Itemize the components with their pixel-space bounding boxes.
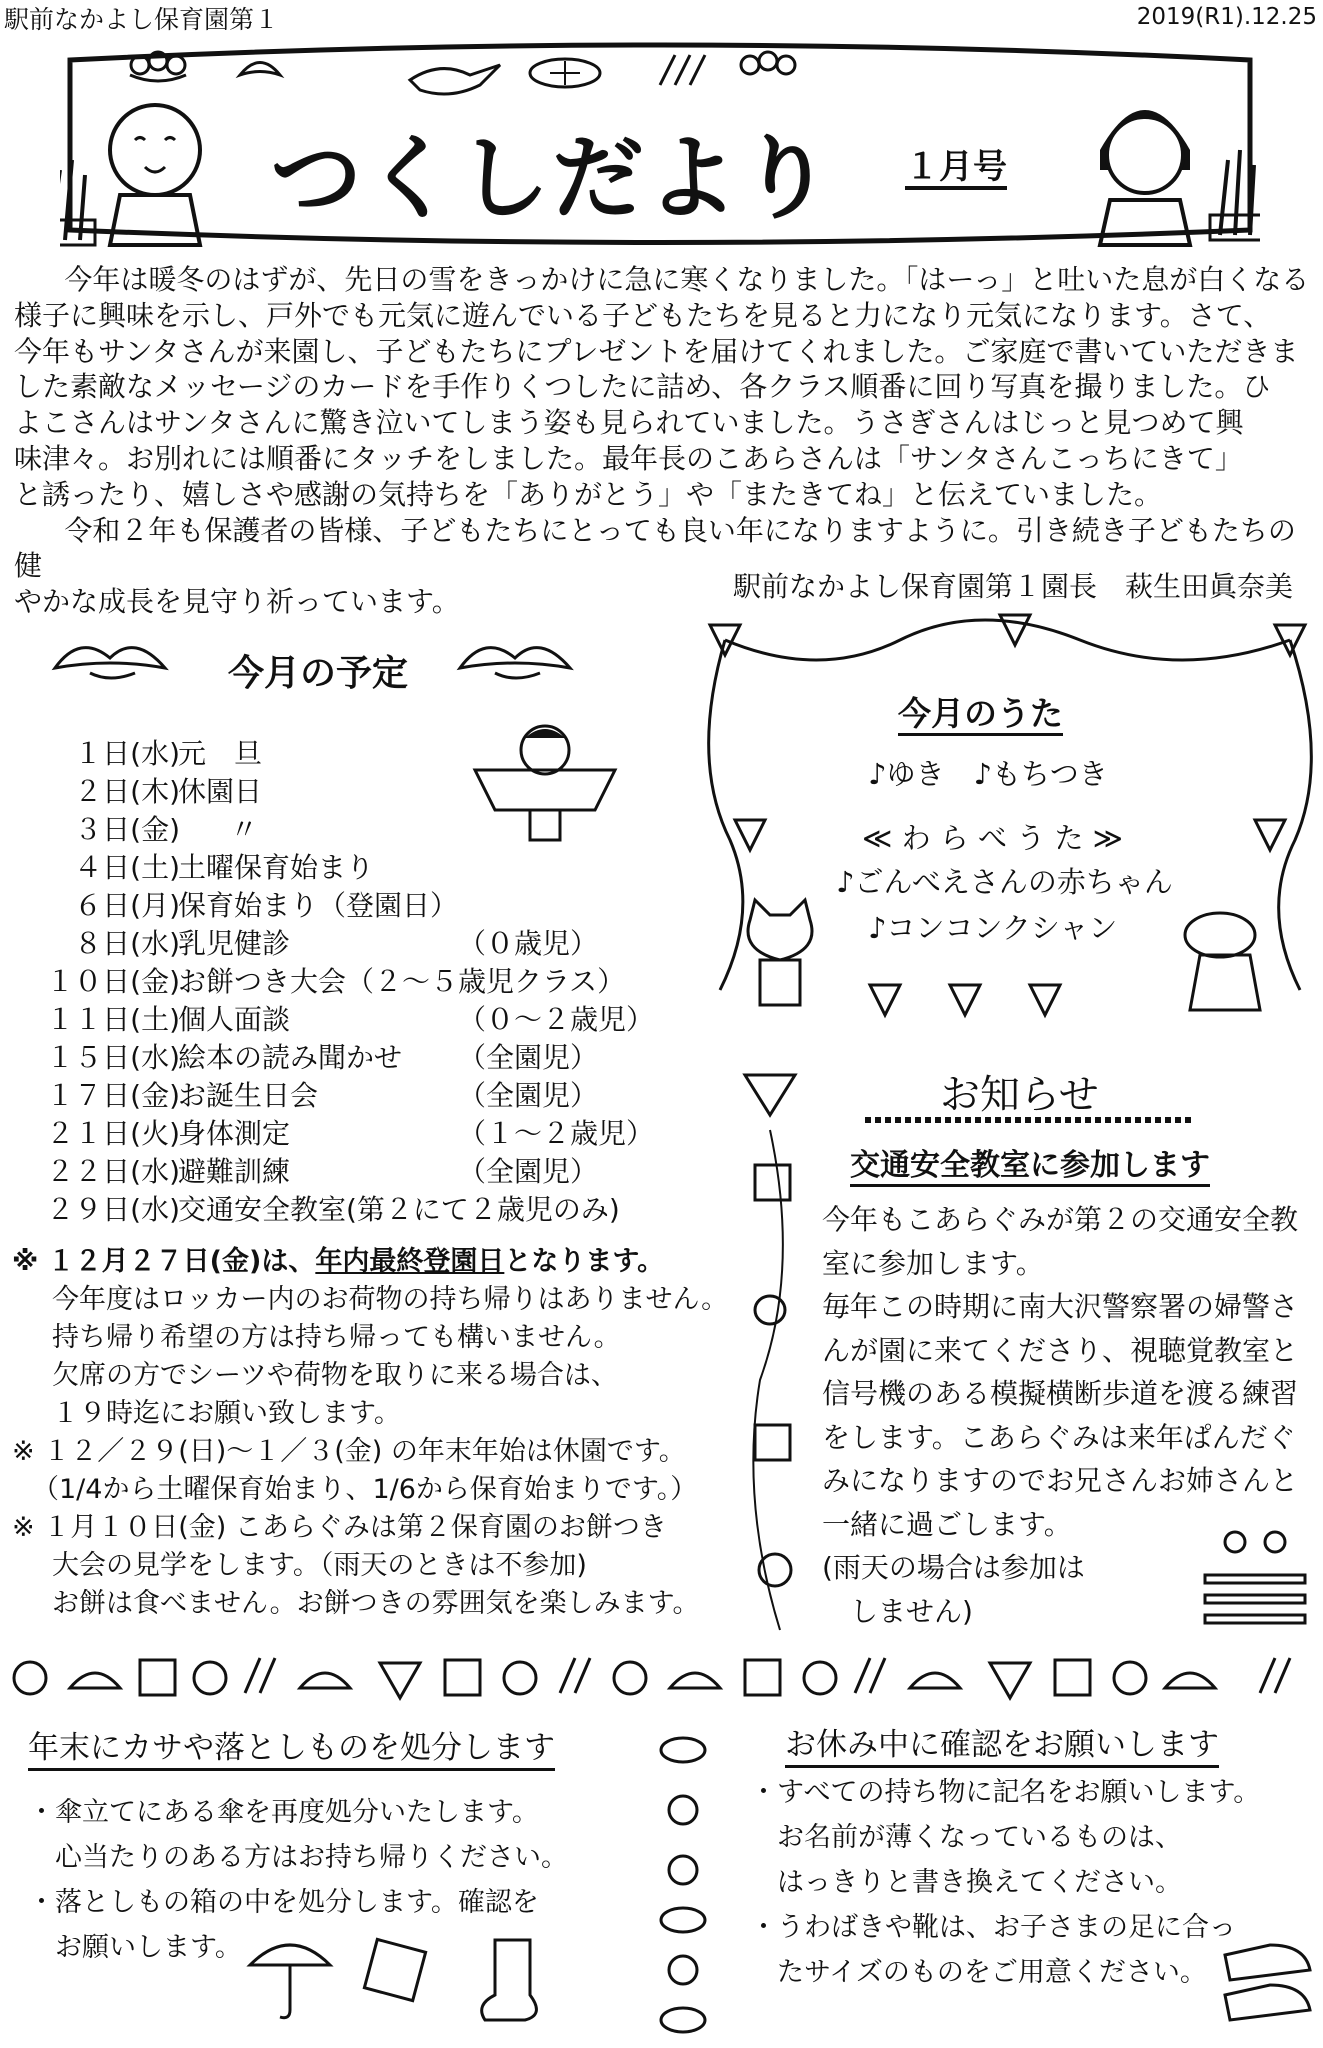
notice-line: (雨天の場合は参加は bbox=[822, 1551, 1085, 1584]
notice-1-highlight: 年内最終登園日 bbox=[315, 1246, 505, 1277]
schedule-event: 身体測定 bbox=[178, 1117, 291, 1150]
schedule-event: お餅つき大会（２～５歳児クラス） bbox=[178, 965, 626, 998]
principal-signature: 駅前なかよし保育園第１園長 萩生田眞奈美 bbox=[732, 570, 1293, 603]
spinning-top-icon bbox=[735, 820, 765, 850]
notice-1-line: １９時迄にお願い致します。 bbox=[52, 1398, 401, 1429]
intro-line: した素敵なメッセージのカードを手作りくつしたに詰め、各クラス順番に回り写真を撮りました。ひ bbox=[14, 370, 1271, 404]
spinning-top-icon bbox=[740, 1060, 800, 1120]
kite-icon bbox=[445, 1660, 480, 1695]
notice-1 bbox=[12, 1243, 664, 1281]
notice-1-date: １２月２７日(金)は、 bbox=[47, 1246, 316, 1277]
notice-line: 室に参加します。 bbox=[822, 1246, 1044, 1280]
notice-1-line: 持ち帰り希望の方は持ち帰っても構いません。 bbox=[52, 1322, 621, 1353]
schedule-note: （全園児） bbox=[458, 1155, 599, 1188]
intro-line: 今年は暖冬のはずが、先日の雪をきっかけに急に寒くなりました。「はーっ」と吐いた息が白くなる bbox=[64, 263, 1310, 296]
umbrella-notice-title: 年末にカサや落としものを処分します bbox=[28, 1728, 555, 1771]
plum-blossom-icon bbox=[669, 1956, 697, 1984]
plum-blossom-icon bbox=[741, 52, 795, 74]
schedule-date: ３日(金) bbox=[74, 813, 180, 846]
bamboo-icon bbox=[560, 1658, 590, 1693]
schedule-note: （１～２歳児） bbox=[458, 1117, 655, 1150]
rabbit-icon bbox=[755, 1296, 785, 1324]
belongings-notice-line: はっきりと書き換えてください。 bbox=[750, 1867, 1182, 1898]
rabbit-icon bbox=[661, 1738, 705, 1762]
schedule-note: （０歳児） bbox=[458, 927, 599, 960]
notice-2-line: ※ １２／２９(日)～１／３(金) の年末年始は休園です。 bbox=[12, 1436, 686, 1467]
rope-divider bbox=[860, 1110, 1200, 1130]
bamboo-icon bbox=[1260, 1658, 1290, 1693]
dog-icon bbox=[1185, 913, 1260, 1010]
plum-blossom-icon bbox=[1114, 1662, 1146, 1694]
intro-line: よこさんはサンタさんに驚き泣いてしまう姿も見られていました。うさぎさんはじっと見つめて興 bbox=[14, 406, 1244, 440]
notice-subtitle: 交通安全教室に参加します bbox=[850, 1148, 1210, 1187]
spinning-top-icon bbox=[380, 1663, 420, 1698]
notice-line: みになりますのでお兄さんお姉さんと bbox=[822, 1464, 1299, 1497]
notice-line: 毎年この時期に南大沢警察署の婦警さ bbox=[822, 1290, 1299, 1323]
schedule-note: （全園児） bbox=[458, 1079, 599, 1112]
notice-line: 一緒に過ごします。 bbox=[822, 1507, 1072, 1541]
schedule-event: 乳児健診 bbox=[178, 927, 291, 960]
intro-line: やかな成長を見守り祈っています。 bbox=[14, 585, 460, 619]
shoe-icon bbox=[1215, 1925, 1320, 2035]
schedule-note: （０～２歳児） bbox=[458, 1003, 655, 1036]
lost-items-deco bbox=[245, 1925, 575, 2035]
notice-line: 今年もこあらぐみが第２の交通安全教 bbox=[822, 1203, 1299, 1236]
issue-label: １月号 bbox=[905, 148, 1007, 190]
plum-blossom-icon bbox=[14, 1662, 46, 1694]
notice-line: 信号機のある模擬横断歩道を渡る練習 bbox=[822, 1377, 1299, 1410]
pine-icon bbox=[1165, 1673, 1215, 1688]
schedule-event: 土曜保育始まり bbox=[178, 851, 375, 884]
schedule-date: ２２日(水) bbox=[46, 1155, 180, 1188]
newsletter-title: つくしだより bbox=[270, 125, 835, 232]
belongings-notice-title: お休み中に確認をお願いします bbox=[785, 1725, 1219, 1768]
song-title: 今月のうた bbox=[898, 695, 1063, 736]
schedule-event: お誕生日会 bbox=[178, 1079, 319, 1112]
pine-icon bbox=[50, 628, 170, 688]
rabbit-icon bbox=[661, 2008, 705, 2032]
song-line: ♪ごんべえさんの赤ちゃん bbox=[836, 865, 1173, 899]
belongings-notice-line: ・うわばきや靴は、お子さまの足に合っ bbox=[750, 1912, 1236, 1943]
schedule-date: ２９日(水) bbox=[46, 1193, 180, 1226]
umbrella-notice-line: 心当たりのある方はお持ち帰りください。 bbox=[28, 1842, 568, 1873]
notice-3-line: お餅は食べません。お餅つきの雰囲気を楽しみます。 bbox=[52, 1588, 700, 1619]
issue-date: 2019(R1).12.25 bbox=[1136, 4, 1317, 30]
kite-string-deco bbox=[740, 1120, 815, 1640]
intro-line: 令和２年も保護者の皆様、子どもたちにとっても良い年になりますように。引き続き子どもたちの健 bbox=[14, 513, 1296, 583]
pine-icon bbox=[670, 1673, 720, 1688]
plum-blossom-icon bbox=[804, 1662, 836, 1694]
notice-line: んが園に来てくださり、視聴覚教室と bbox=[822, 1333, 1299, 1367]
umbrella-notice-line: お願いします。 bbox=[28, 1932, 242, 1963]
pine-icon bbox=[910, 1673, 960, 1688]
schedule-date: １日(水) bbox=[74, 737, 180, 770]
intro-line: 味津々。お別れには順番にタッチをしました。最年長のこあらさんは「サンタさんこっちにきて」 bbox=[14, 441, 1243, 475]
notice-3-line: ※ １月１０日(金) こあらぐみは第２保育園のお餅つき bbox=[12, 1512, 667, 1543]
notice-1-end: となります。 bbox=[504, 1246, 665, 1277]
spinning-top-icon bbox=[950, 985, 980, 1015]
kite-icon bbox=[755, 1165, 790, 1200]
notice-mark: ※ bbox=[12, 1246, 39, 1277]
spinning-top-icon bbox=[870, 985, 900, 1015]
song-line: ≪ わ ら べ う た ≫ bbox=[862, 821, 1124, 855]
song-line: ♪コンコンクシャン bbox=[868, 911, 1118, 945]
plum-blossom-icon bbox=[669, 1856, 697, 1884]
notice-1-line: 欠席の方でシーツや荷物を取りに来る場合は、 bbox=[52, 1360, 618, 1391]
handkerchief-icon bbox=[364, 1939, 425, 2000]
plum-blossom-icon bbox=[504, 1662, 536, 1694]
sock-icon bbox=[482, 1940, 537, 2020]
belongings-notice-line: お名前が薄くなっているものは、 bbox=[750, 1822, 1182, 1853]
schedule-date: １５日(水) bbox=[46, 1041, 180, 1074]
bamboo-icon bbox=[660, 55, 705, 85]
schedule-note: （全園児） bbox=[458, 1041, 599, 1074]
belongings-notice-line: たサイズのものをご用意ください。 bbox=[750, 1957, 1207, 1988]
plum-blossom-icon bbox=[669, 1796, 697, 1824]
notice-1-line: 今年度はロッカー内のお荷物の持ち帰りはありません。 bbox=[52, 1284, 729, 1315]
umbrella-icon bbox=[250, 1945, 330, 2018]
cat-icon bbox=[748, 900, 812, 1005]
school-name: 駅前なかよし保育園第１ bbox=[4, 5, 280, 34]
spinning-top-icon bbox=[1255, 820, 1285, 850]
plum-blossom-icon bbox=[194, 1662, 226, 1694]
notice-line: をします。こあらぐみは来年ぱんだぐ bbox=[822, 1420, 1296, 1454]
notice-line: しません) bbox=[822, 1594, 973, 1628]
schedule-date: ２日(木) bbox=[74, 775, 180, 808]
schedule-date: １１日(土) bbox=[46, 1003, 180, 1036]
belongings-notice-line: ・すべての持ち物に記名をお願いします。 bbox=[750, 1777, 1261, 1808]
schedule-event: 絵本の読み聞かせ bbox=[178, 1041, 403, 1074]
pine-icon bbox=[300, 1673, 350, 1688]
belongings-notice-body bbox=[750, 1770, 1260, 1995]
pine-icon bbox=[70, 1673, 120, 1688]
schedule-event: 〃 bbox=[230, 813, 259, 846]
spinning-top-icon bbox=[470, 720, 620, 850]
bamboo-icon bbox=[855, 1658, 885, 1693]
schedule-event: 避難訓練 bbox=[178, 1155, 291, 1188]
pine-icon bbox=[455, 628, 575, 688]
crane-icon bbox=[410, 65, 500, 94]
schedule-title: 今月の予定 bbox=[228, 653, 409, 694]
schedule-date: ４日(土) bbox=[74, 851, 180, 884]
song-line: ♪ゆき ♪もちつき bbox=[868, 757, 1108, 791]
schedule-event: 個人面談 bbox=[178, 1003, 291, 1036]
schedule-date: ２１日(火) bbox=[46, 1117, 180, 1150]
intro-line: と誘ったり、嬉しさや感謝の気持ちを「ありがとう」や「またきてね」と伝えていました。 bbox=[14, 477, 1163, 511]
kite-icon bbox=[755, 1425, 790, 1460]
schedule-date: ６日(月) bbox=[74, 889, 180, 922]
turtle-icon bbox=[530, 59, 600, 87]
intro-line: 今年もサンタさんが来園し、子どもたちにプレゼントを届けてくれました。ご家庭で書いていただきま bbox=[14, 334, 1299, 368]
rabbit-icon bbox=[661, 1908, 705, 1932]
crosswalk-icon bbox=[1195, 1530, 1315, 1640]
schedule-date: １０日(金) bbox=[46, 965, 180, 998]
spinning-top-icon bbox=[1030, 985, 1060, 1015]
child-icon bbox=[1100, 110, 1190, 245]
pine-icon bbox=[240, 63, 280, 76]
plum-blossom-icon bbox=[614, 1662, 646, 1694]
kite-icon bbox=[745, 1660, 780, 1695]
schedule-date: １７日(金) bbox=[46, 1079, 180, 1112]
schedule-event: 保育始まり（登園日） bbox=[178, 889, 459, 922]
schedule-event: 休園日 bbox=[178, 775, 263, 808]
notice-2-line: （1/4から土曜保育始まり、1/6から保育始まりです。） bbox=[32, 1474, 698, 1505]
notice-3-line: 大会の見学をします。（雨天のときは不参加) bbox=[52, 1550, 587, 1581]
kite-icon bbox=[1055, 1660, 1090, 1695]
schedule-date: ８日(水) bbox=[74, 927, 180, 960]
child-icon bbox=[110, 105, 200, 245]
schedule-event: 元 旦 bbox=[178, 737, 263, 770]
rabbit-column-deco bbox=[648, 1720, 718, 2040]
bamboo-icon bbox=[245, 1658, 275, 1693]
kite-icon bbox=[140, 1660, 175, 1695]
schedule-event: 交通安全教室(第２にて２歳児のみ) bbox=[178, 1193, 620, 1226]
notice-title: お知らせ bbox=[940, 1072, 1099, 1118]
decorative-border bbox=[0, 1648, 1323, 1708]
intro-line: 様子に興味を示し、戸外でも元気に遊んでいる子どもたちを見ると力になり元気になります。さて、 bbox=[14, 298, 1272, 332]
umbrella-notice-line: ・傘立てにある傘を再度処分いたします。 bbox=[28, 1797, 539, 1828]
umbrella-notice-line: ・落としもの箱の中を処分します。確認を bbox=[28, 1887, 539, 1918]
spinning-top-icon bbox=[990, 1663, 1030, 1698]
